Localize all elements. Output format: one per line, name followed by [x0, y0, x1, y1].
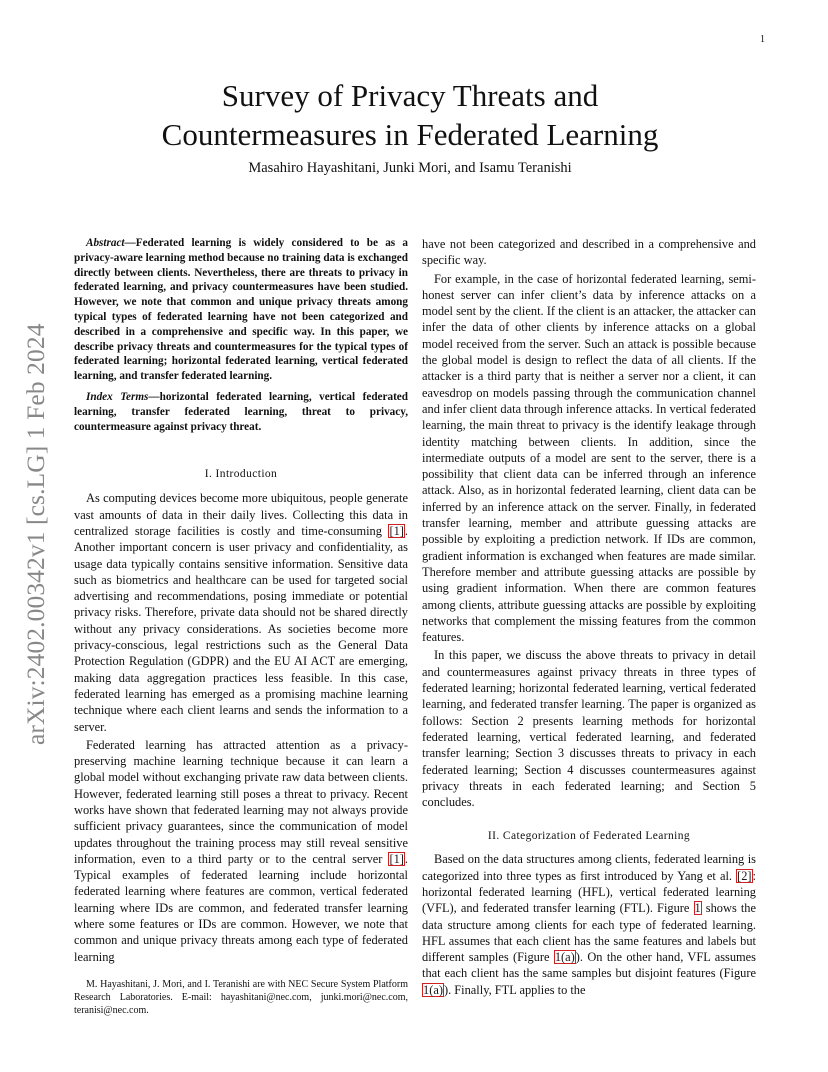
intro-paragraph-4: In this paper, we discuss the above threats to privacy in detail and countermeasures against privacy threats in three types of federated learning; horizontal federated learning, vertical federated learning, and federated transfer learning. The paper is organized as follows: Section 2 presents learning methods for horizontal federated learning, vertical federated learning, and federated transfer learning; Section 3 discusses threats to privacy in each federated learning; Section 4 discusses countermeasures against privacy threats in each federated learning; and Section 5 concludes. [422, 648, 756, 810]
paper-title-line-1: Survey of Privacy Threats and [221, 78, 599, 113]
right-column [422, 236, 756, 1000]
paper-title-line-2: Countermeasures in Federated Learning [161, 117, 659, 152]
intro-p1-text-a: As computing devices become more ubiquitous, people generate vast amounts of data in their daily lives. Collecting this data in centralized storage facilities is costly and time-consuming [74, 491, 408, 538]
citation-link-2[interactable]: [2] [737, 868, 752, 883]
intro-p2-text-b: . Typical examples of federated learning include horizontal federated learning where features are common, vertical federated learning where IDs are common, and federated transfer learning where some features or IDs are common. However, we note that common and unique privacy threats among each type of federated learning [74, 851, 408, 964]
figure-link-1a[interactable]: 1(a) [554, 950, 575, 965]
index-terms [74, 390, 408, 434]
abstract-label: Abstract [86, 237, 125, 249]
intro-paragraph-2-continued: have not been categorized and described in a comprehensive and specific way. [422, 237, 756, 268]
intro-paragraph-1 [74, 490, 408, 734]
cat-p1-text-c: shows the data structure among clients for each type of federated learning. HFL assumes that each client has the same features and labels but different samples (Figure [422, 901, 756, 965]
intro-paragraph-3: For example, in the case of horizontal federated learning, semi-honest server can infer client’s data by inference attacks on a model sent by the client. If the client is an attacker, the attacker can infer the data of other clients by inference attacks on a global model received from the server. Such an attack is possible because the global model is design to reflect the data of all clients. If the attacker is a third party that is neither a server nor a client, it can eavesdrop on models passing through the communication channel and infer client data through inference attacks. In vertical federated learning, the main threat to privacy is the identify leakage through identity matching between clients. In addition, since the intermediate outputs of a model are sent to the server, there is a possibility that client data can be inferred through an inference attack. Also, as in horizontal federated learning, client data can be inferred by an inference attack on the server. Finally, in federated transfer learning, member and attribute guessing attacks are possible by exploiting a prediction network. If IDs are common, gradient information is exchanged when features are made similar. Therefore member and attribute guessing attacks are possible by using gradient information. When there are common features among clients, attribute guessing attacks are possible by exploiting networks that complement the missing features from the common features. [422, 271, 756, 645]
figure-link-1a-b[interactable]: 1(a) [423, 982, 443, 997]
paper-title [100, 76, 720, 154]
cat-p1-text-b: : horizontal federated learning (HFL), vertical federated learning (VFL), and federated transfer learning (FTL). Figure [422, 868, 756, 916]
arxiv-side-stamp: arXiv:2402.00342v1 [cs.LG] 1 Feb 2024 [21, 323, 50, 745]
section-heading-categorization: II. Categorization of Federated Learning [487, 830, 691, 843]
index-terms-label: Index Terms [86, 390, 149, 403]
intro-p2-text-a: Federated learning has attracted attention as a privacy-preserving machine learning technique because it can learn a global model without exchanging private raw data between clients. However, federated learning still poses a threat to privacy. Recent works have shown that federated learning may not always provide sufficient privacy guarantees, since the communication of model updates throughout the training process may still reveal sensitive information, even to a third party or to the central server [74, 737, 408, 866]
cat-p1-text-d: ). On the other hand, VFL assumes that each client has the same samples but disjoint features (Figure [422, 950, 756, 981]
abstract-text: —Federated learning is widely considered to be as a privacy-aware learning method because no training data is exchanged directly between clients. Nevertheless, there are threats to privacy in federated learning, and privacy countermeasures have been studied. However, we note that common and unique privacy threats among typical types of federated learning have not been categorized and described in a comprehensive and specific way. In this paper, we describe privacy threats and countermeasures for the typical types of federated learning; horizontal federated learning, vertical federated learning, and transfer federated learning. [74, 237, 408, 383]
left-column [74, 236, 408, 967]
section-heading-introduction: I. Introduction [204, 468, 278, 481]
index-terms-text: —horizontal federated learning, vertical federated learning, transfer federated learning, threat to privacy, countermeasure against privacy threat. [74, 390, 408, 433]
categorization-paragraph-1 [422, 851, 756, 998]
intro-p1-text-b: . Another important concern is user privacy and confidentiality, as usage data typically contains sensitive information. Sensitive data such as biometrics and healthcare can be used for targeted social advertising and recommendations, posing immediate or potential privacy risks. Therefore, private data should not be shared directly without any privacy considerations. As societies become more privacy-conscious, legal restrictions such as the General Data Protection Regulation (GDPR) and the EU AI ACT are emerging, making data aggregation practices less feasible. In this case, federated learning has emerged as a promising machine learning technique where each client learns and sends the information to a server. [74, 523, 408, 734]
citation-link-1[interactable]: [1] [389, 523, 404, 538]
author-list: Masahiro Hayashitani, Junki Mori, and Isamu Teranishi [248, 160, 572, 176]
affiliation-footnote: M. Hayashitani, J. Mori, and I. Teranishi are with NEC Secure System Platform Research Laboratories. E-mail: hayashitani@nec.com, junki.mori@nec.com, teranisi@nec.com. [74, 979, 408, 1016]
citation-link-1-b[interactable]: [1] [389, 851, 404, 866]
figure-link-1[interactable]: 1 [694, 901, 701, 916]
intro-paragraph-2 [74, 737, 408, 965]
abstract [74, 236, 408, 384]
cat-p1-text-e: ). Finally, FTL applies to the [443, 982, 586, 997]
cat-p1-text-a: Based on the data structures among clients, federated learning is categorized into three types as first introduced by Yang et al. [422, 852, 756, 883]
page-number: 1 [760, 34, 765, 45]
